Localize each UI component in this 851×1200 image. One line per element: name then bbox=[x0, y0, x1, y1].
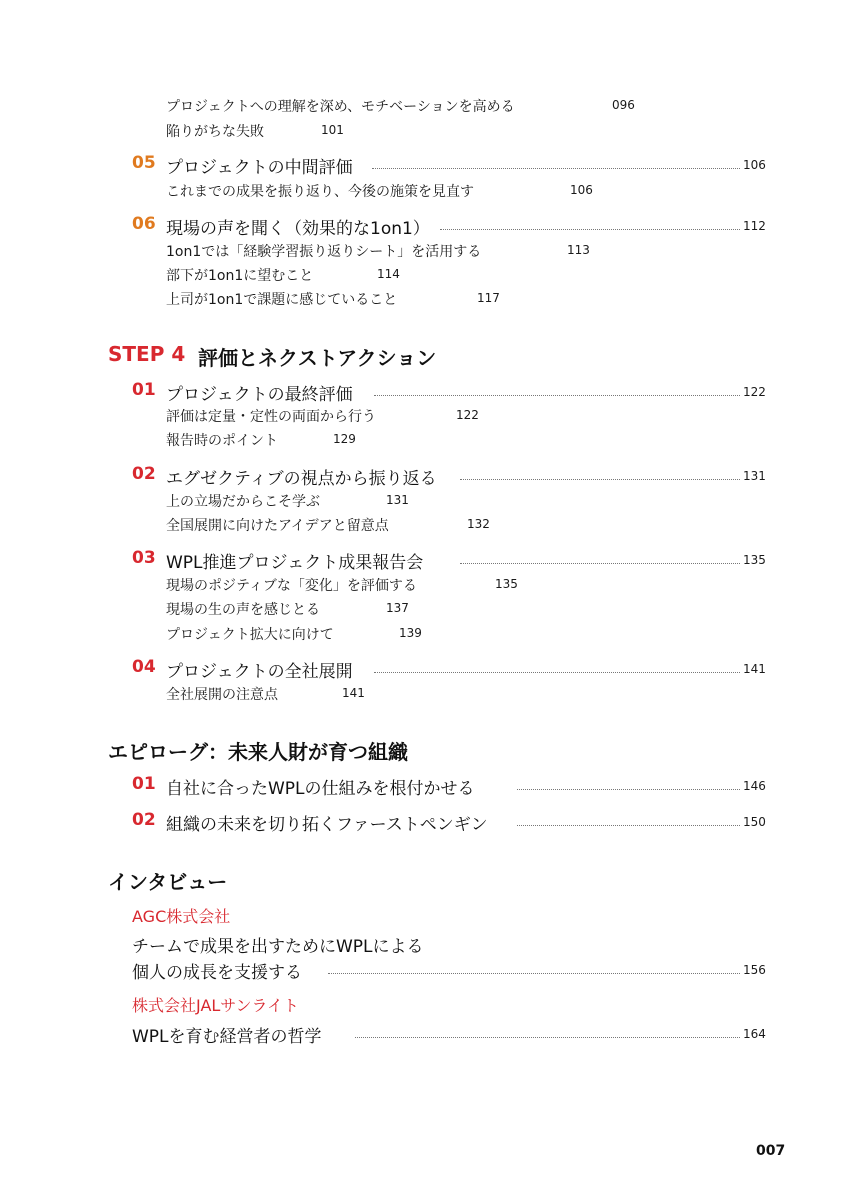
toc-item-page: 141 bbox=[743, 662, 766, 676]
toc-subitem: 報告時のポイント bbox=[166, 433, 278, 449]
dot-leader bbox=[374, 395, 740, 396]
section-title: エピローグ：未来人財が育つ組織 bbox=[108, 740, 408, 764]
toc-item-number: 02 bbox=[132, 464, 156, 484]
interview-title-line: チームで成果を出すためにWPLによる bbox=[132, 937, 424, 957]
dot-leader bbox=[517, 789, 740, 790]
toc-subitem: 上の立場だからこそ学ぶ bbox=[166, 494, 320, 510]
toc-item-title: プロジェクトの全社展開 bbox=[166, 662, 353, 682]
toc-subitem-page: 137 bbox=[386, 601, 409, 615]
page-number: 007 bbox=[756, 1143, 786, 1159]
toc-item-title: WPL推進プロジェクト成果報告会 bbox=[166, 553, 424, 573]
toc-subitem: 現場の生の声を感じとる bbox=[166, 602, 320, 618]
step-label: STEP 4 bbox=[108, 342, 186, 366]
toc-subitem: 1on1では「経験学習振り返りシート」を活用する bbox=[166, 244, 482, 260]
toc-item-page: 150 bbox=[743, 815, 766, 829]
dot-leader bbox=[328, 973, 740, 974]
toc-subitem-page: 096 bbox=[612, 98, 635, 112]
toc-item-number: 06 bbox=[132, 214, 156, 234]
toc-subitem-page: 129 bbox=[333, 432, 356, 446]
toc-item-number: 02 bbox=[132, 810, 156, 830]
toc-item-number: 01 bbox=[132, 380, 156, 400]
toc-subitem: 部下が1on1に望むこと bbox=[166, 268, 314, 284]
toc-item-page: 156 bbox=[743, 963, 766, 977]
toc-item-page: 146 bbox=[743, 779, 766, 793]
interview-title-line: WPLを育む経営者の哲学 bbox=[132, 1027, 322, 1047]
toc-subitem-page: 132 bbox=[467, 517, 490, 531]
toc-subitem: プロジェクト拡大に向けて bbox=[166, 627, 334, 643]
toc-item-page: 135 bbox=[743, 553, 766, 567]
toc-subitem-page: 139 bbox=[399, 626, 422, 640]
interview-company: AGC株式会社 bbox=[132, 907, 231, 926]
toc-subitem-page: 117 bbox=[477, 291, 500, 305]
toc-subitem-page: 135 bbox=[495, 577, 518, 591]
toc-item-page: 112 bbox=[743, 219, 766, 233]
toc-subitem: プロジェクトへの理解を深め、モチベーションを高める bbox=[166, 99, 515, 115]
toc-item-title: 組織の未来を切り拓くファーストペンギン bbox=[166, 815, 488, 835]
toc-item-title: 現場の声を聞く（効果的な1on1） bbox=[166, 219, 430, 239]
toc-subitem: 評価は定量・定性の両面から行う bbox=[166, 409, 376, 425]
step-title: 評価とネクストアクション bbox=[198, 346, 437, 370]
dot-leader bbox=[372, 168, 740, 169]
toc-item-number: 01 bbox=[132, 774, 156, 794]
dot-leader bbox=[355, 1037, 740, 1038]
dot-leader bbox=[440, 229, 740, 230]
toc-item-number: 04 bbox=[132, 657, 156, 677]
toc-subitem: 全国展開に向けたアイデアと留意点 bbox=[166, 518, 389, 534]
toc-subitem-page: 122 bbox=[456, 408, 479, 422]
interview-company: 株式会社JALサンライト bbox=[132, 996, 300, 1015]
interview-title-line: 個人の成長を支援する bbox=[132, 963, 302, 983]
toc-subitem-page: 141 bbox=[342, 686, 365, 700]
toc-subitem: 陥りがちな失敗 bbox=[166, 124, 264, 140]
toc-item-title: 自社に合ったWPLの仕組みを根付かせる bbox=[166, 779, 475, 799]
dot-leader bbox=[374, 672, 740, 673]
toc-subitem: 現場のポジティブな「変化」を評価する bbox=[166, 578, 417, 594]
toc-item-title: プロジェクトの最終評価 bbox=[166, 385, 353, 405]
toc-subitem-page: 101 bbox=[321, 123, 344, 137]
toc-item-number: 05 bbox=[132, 153, 156, 173]
dot-leader bbox=[460, 563, 740, 564]
toc-item-title: プロジェクトの中間評価 bbox=[166, 158, 353, 178]
toc-item-number: 03 bbox=[132, 548, 156, 568]
dot-leader bbox=[460, 479, 740, 480]
toc-subitem: 上司が1on1で課題に感じていること bbox=[166, 292, 398, 308]
toc-item-page: 164 bbox=[743, 1027, 766, 1041]
toc-subitem: 全社展開の注意点 bbox=[166, 687, 278, 703]
toc-subitem: これまでの成果を振り返り、今後の施策を見直す bbox=[166, 184, 474, 200]
toc-item-page: 122 bbox=[743, 385, 766, 399]
toc-item-page: 131 bbox=[743, 469, 766, 483]
section-title: インタビュー bbox=[108, 870, 228, 894]
toc-subitem-page: 113 bbox=[567, 243, 590, 257]
toc-item-page: 106 bbox=[743, 158, 766, 172]
toc-subitem-page: 106 bbox=[570, 183, 593, 197]
toc-subitem-page: 131 bbox=[386, 493, 409, 507]
dot-leader bbox=[517, 825, 740, 826]
toc-item-title: エグゼクティブの視点から振り返る bbox=[166, 469, 437, 489]
toc-subitem-page: 114 bbox=[377, 267, 400, 281]
